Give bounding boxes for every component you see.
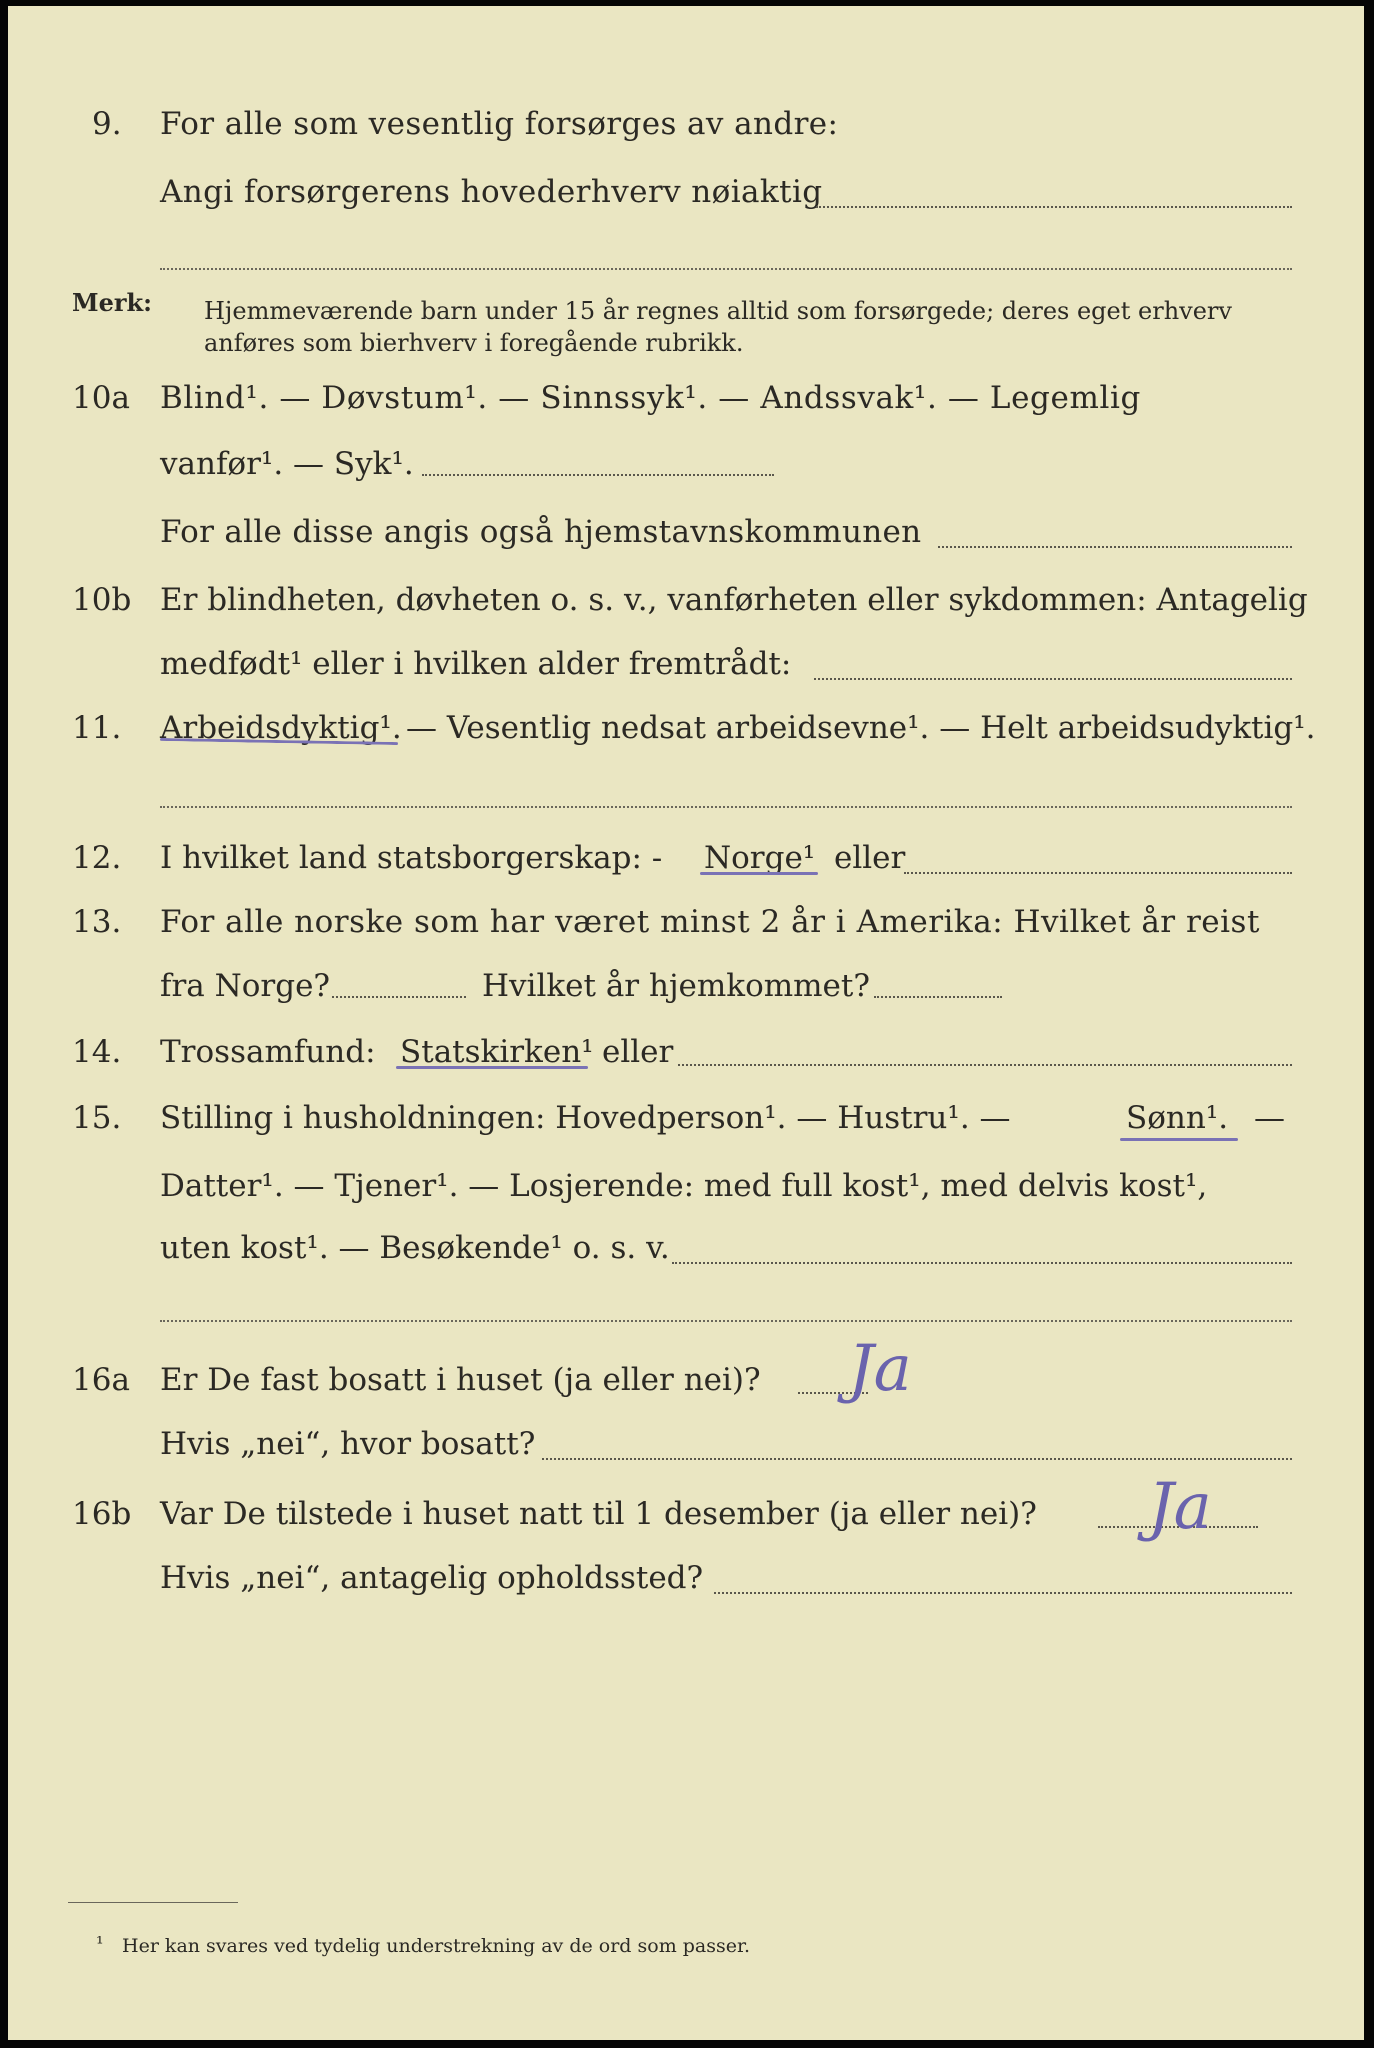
merk-line1: Hjemmeværende barn under 15 år regnes alltid som forsørgede; deres eget erhverv: [204, 297, 1232, 325]
q15-line3: uten kost¹. — Besøkende¹ o. s. v.: [160, 1230, 670, 1266]
q16a-line1: Er De fast bosatt i huset (ja eller nei)?: [160, 1362, 761, 1398]
q13-number: 13.: [72, 904, 122, 940]
q12-number: 12.: [72, 840, 122, 876]
footnote-text: Her kan svares ved tydelig understrekning av de ord som passer.: [122, 1935, 751, 1957]
q15-line2: Datter¹. — Tjener¹. — Losjerende: med full kost¹, med delvis kost¹,: [160, 1168, 1208, 1204]
q10a-answer-line[interactable]: [422, 474, 774, 476]
q10b-line1: Er blindheten, døvheten o. s. v., vanførheten eller sykdommen: Antagelig: [160, 582, 1308, 618]
q9-number: 9.: [92, 106, 122, 142]
q10b-answer-line[interactable]: [814, 678, 1292, 680]
q16a-number: 16a: [72, 1362, 130, 1398]
q15-answer-line[interactable]: [672, 1262, 1292, 1264]
merk-label: Merk:: [72, 288, 152, 317]
q9-answer-line[interactable]: [816, 206, 1292, 208]
q15-option-sonn[interactable]: Sønn¹.: [1126, 1100, 1229, 1136]
q15-number: 15.: [72, 1100, 122, 1136]
q16b-line2: Hvis „nei“, antagelig opholdssted?: [160, 1560, 704, 1596]
q13-line2a: fra Norge?: [160, 968, 331, 1004]
q11-answer-line[interactable]: [160, 806, 1292, 808]
q14-number: 14.: [72, 1034, 122, 1070]
q14-eller: eller: [602, 1034, 674, 1070]
q12-underline-mark: [700, 872, 818, 875]
merk-line2: anføres som bierhverv i foregående rubrikk.: [204, 329, 744, 357]
q16b-line1: Var De tilstede i huset natt til 1 desember (ja eller nei)?: [160, 1496, 1037, 1532]
q10a-line3: For alle disse angis også hjemstavnskommunen: [160, 514, 922, 550]
q10b-number: 10b: [72, 582, 132, 618]
q15-extra-line[interactable]: [160, 1320, 1292, 1322]
q10a-municipality-line[interactable]: [938, 546, 1292, 548]
q10a-line2: vanfør¹. — Syk¹.: [160, 446, 414, 482]
q14-option-statskirken[interactable]: Statskirken¹: [400, 1034, 594, 1070]
q15-dash: —: [1254, 1100, 1285, 1136]
q10b-line2: medfødt¹ eller i hvilken alder fremtrådt:: [160, 646, 792, 682]
q10a-line1: Blind¹. — Døvstum¹. — Sinnssyk¹. — Andssvak¹. — Legemlig: [160, 380, 1141, 416]
q12-answer-line[interactable]: [904, 872, 1292, 874]
footnote-mark: ¹: [96, 1933, 104, 1955]
q9-extra-line[interactable]: [160, 268, 1292, 270]
q13-line2b: Hvilket år hjemkommet?: [482, 968, 870, 1004]
q16a-bosatt-line[interactable]: [542, 1458, 1292, 1460]
census-form-page: [8, 6, 1364, 2040]
q16b-handwritten-answer: Ja: [1148, 1470, 1212, 1544]
q16a-line2: Hvis „nei“, hvor bosatt?: [160, 1426, 536, 1462]
q13-reist-line[interactable]: [332, 996, 466, 998]
q12-option-norge[interactable]: Norge¹: [704, 840, 816, 876]
q9-line1: For alle som vesentlig forsørges av andre:: [160, 106, 839, 142]
q14-underline-mark: [396, 1066, 588, 1069]
q15-underline-mark: [1120, 1138, 1238, 1141]
q12-eller: eller: [834, 840, 906, 876]
q14-label: Trossamfund:: [160, 1034, 376, 1070]
q16b-opholdssted-line[interactable]: [714, 1592, 1292, 1594]
q13-hjemkommet-line[interactable]: [874, 996, 1002, 998]
q11-option-arbeidsdyktig[interactable]: Arbeidsdyktig¹.: [160, 710, 402, 746]
q16b-number: 16b: [72, 1496, 132, 1532]
q15-line1: Stilling i husholdningen: Hovedperson¹. — Hustru¹. —: [160, 1100, 1011, 1136]
q11-line1-rest: — Vesentlig nedsat arbeidsevne¹. — Helt arbeidsudyktig¹.: [406, 710, 1316, 746]
q14-answer-line[interactable]: [678, 1064, 1292, 1066]
q12-line1: I hvilket land statsborgerskap: -: [160, 840, 663, 876]
q9-line2: Angi forsørgerens hovederhverv nøiaktig: [160, 174, 823, 210]
q10a-number: 10a: [72, 380, 130, 416]
q11-number: 11.: [72, 710, 122, 746]
footnote-rule: [68, 1902, 238, 1903]
q13-line1: For alle norske som har været minst 2 år i Amerika: Hvilket år reist: [160, 904, 1260, 940]
q16a-handwritten-answer: Ja: [848, 1332, 912, 1406]
